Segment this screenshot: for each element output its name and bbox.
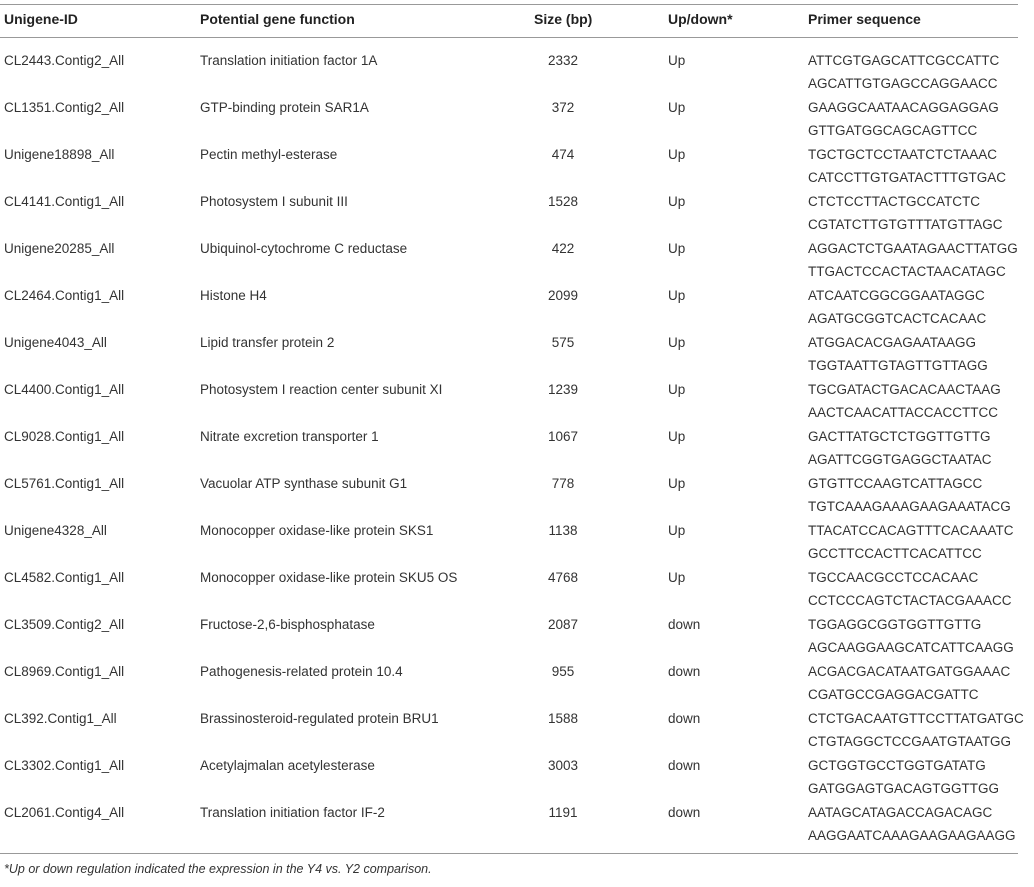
cell-regulation: Up: [668, 53, 686, 68]
cell-regulation: Up: [668, 100, 686, 115]
cell-primer-reverse: AGATTCGGTGAGGCTAATAC: [808, 452, 992, 467]
cell-regulation: down: [668, 617, 701, 632]
cell-unigene-id: CL2443.Contig2_All: [4, 53, 125, 68]
cell-unigene-id: CL5761.Contig1_All: [4, 476, 125, 491]
cell-gene-function: Brassinosteroid-regulated protein BRU1: [200, 711, 439, 726]
cell-primer-forward: TGCTGCTCCTAATCTCTAAAC: [808, 147, 997, 162]
table-header-rule: [0, 37, 1018, 38]
table-footnote: *Up or down regulation indicated the expression in the Y4 vs. Y2 comparison.: [4, 862, 432, 876]
table-row: [0, 91, 1034, 138]
cell-primer-forward: GTGTTCCAAGTCATTAGCC: [808, 476, 983, 491]
cell-primer-reverse: AACTCAACATTACCACCTTCC: [808, 405, 999, 420]
cell-primer-forward: CTCTCCTTACTGCCATCTC: [808, 194, 980, 209]
cell-primer-reverse: CCTCCCAGTCTACTACGAAACC: [808, 593, 1012, 608]
cell-regulation: Up: [668, 335, 686, 350]
cell-unigene-id: Unigene4328_All: [4, 523, 107, 538]
cell-gene-function: Photosystem I subunit III: [200, 194, 348, 209]
cell-size: 2087: [547, 617, 579, 632]
cell-size: 4768: [547, 570, 579, 585]
cell-regulation: Up: [668, 476, 686, 491]
cell-primer-reverse: AGATGCGGTCACTCACAAC: [808, 311, 987, 326]
cell-gene-function: Nitrate excretion transporter 1: [200, 429, 379, 444]
cell-gene-function: Lipid transfer protein 2: [200, 335, 335, 350]
table-row: [0, 702, 1034, 749]
cell-primer-forward: ATCAATCGGCGGAATAGGC: [808, 288, 985, 303]
cell-size: 372: [551, 100, 575, 115]
cell-primer-forward: TGCGATACTGACACAACTAAG: [808, 382, 1001, 397]
cell-unigene-id: CL9028.Contig1_All: [4, 429, 125, 444]
cell-regulation: Up: [668, 241, 686, 256]
cell-regulation: down: [668, 711, 701, 726]
cell-size: 1239: [547, 382, 579, 397]
cell-regulation: Up: [668, 429, 686, 444]
cell-size: 1588: [547, 711, 579, 726]
cell-size: 1067: [547, 429, 579, 444]
cell-regulation: Up: [668, 288, 686, 303]
cell-unigene-id: Unigene18898_All: [4, 147, 115, 162]
cell-primer-reverse: CTGTAGGCTCCGAATGTAATGG: [808, 734, 1011, 749]
table-row: [0, 373, 1034, 420]
header-primer-sequence: Primer sequence: [808, 11, 921, 27]
cell-gene-function: Monocopper oxidase-like protein SKS1: [200, 523, 434, 538]
cell-primer-reverse: TGGTAATTGTAGTTGTTAGG: [808, 358, 988, 373]
cell-size: 474: [551, 147, 575, 162]
table-row: [0, 420, 1034, 467]
cell-size: 778: [551, 476, 575, 491]
cell-primer-forward: ACGACGACATAATGATGGAAAC: [808, 664, 1011, 679]
cell-gene-function: Pectin methyl-esterase: [200, 147, 338, 162]
cell-unigene-id: CL4582.Contig1_All: [4, 570, 125, 585]
table-row: [0, 514, 1034, 561]
cell-unigene-id: CL2061.Contig4_All: [4, 805, 125, 820]
cell-primer-forward: ATGGACACGAGAATAAGG: [808, 335, 977, 350]
cell-primer-reverse: CGATGCCGAGGACGATTC: [808, 687, 979, 702]
header-regulation: Up/down*: [668, 11, 733, 27]
cell-size: 3003: [547, 758, 579, 773]
table-row: [0, 796, 1034, 843]
cell-primer-forward: ATTCGTGAGCATTCGCCATTC: [808, 53, 1000, 68]
cell-size: 955: [551, 664, 575, 679]
cell-primer-forward: GCTGGTGCCTGGTGATATG: [808, 758, 986, 773]
cell-gene-function: Pathogenesis-related protein 10.4: [200, 664, 403, 679]
table-row: [0, 232, 1034, 279]
cell-unigene-id: CL2464.Contig1_All: [4, 288, 125, 303]
cell-unigene-id: Unigene4043_All: [4, 335, 107, 350]
cell-gene-function: Translation initiation factor IF-2: [200, 805, 385, 820]
cell-primer-reverse: AAGGAATCAAAGAAGAAGAAGG: [808, 828, 1016, 843]
cell-unigene-id: CL8969.Contig1_All: [4, 664, 125, 679]
cell-unigene-id: CL3509.Contig2_All: [4, 617, 125, 632]
table-row: [0, 467, 1034, 514]
cell-regulation: Up: [668, 570, 686, 585]
cell-primer-forward: TGGAGGCGGTGGTTGTTG: [808, 617, 982, 632]
cell-size: 575: [551, 335, 575, 350]
table-row: [0, 185, 1034, 232]
table-bottom-rule: [0, 853, 1018, 854]
header-unigene-id: Unigene-ID: [4, 11, 78, 27]
cell-primer-forward: TGCCAACGCCTCCACAAC: [808, 570, 979, 585]
cell-regulation: down: [668, 664, 701, 679]
table-row: [0, 138, 1034, 185]
table-row: [0, 279, 1034, 326]
cell-primer-reverse: GATGGAGTGACAGTGGTTGG: [808, 781, 1000, 796]
cell-size: 422: [551, 241, 575, 256]
cell-gene-function: GTP-binding protein SAR1A: [200, 100, 369, 115]
cell-primer-forward: AGGACTCTGAATAGAACTTATGG: [808, 241, 1018, 256]
cell-primer-reverse: GCCTTCCACTTCACATTCC: [808, 546, 982, 561]
cell-size: 1138: [548, 523, 578, 538]
cell-unigene-id: CL1351.Contig2_All: [4, 100, 125, 115]
table-row: [0, 608, 1034, 655]
cell-regulation: Up: [668, 194, 686, 209]
cell-unigene-id: CL392.Contig1_All: [4, 711, 117, 726]
cell-size: 2099: [547, 288, 579, 303]
cell-primer-reverse: TTGACTCCACTACTAACATAGC: [808, 264, 1006, 279]
cell-primer-reverse: TGTCAAAGAAAGAAGAAATACG: [808, 499, 1011, 514]
cell-primer-reverse: CATCCTTGTGATACTTTGTGAC: [808, 170, 1006, 185]
cell-primer-forward: GACTTATGCTCTGGTTGTTG: [808, 429, 991, 444]
cell-regulation: down: [668, 758, 701, 773]
cell-gene-function: Vacuolar ATP synthase subunit G1: [200, 476, 408, 491]
cell-unigene-id: Unigene20285_All: [4, 241, 115, 256]
cell-primer-reverse: AGCAAGGAAGCATCATTCAAGG: [808, 640, 1014, 655]
cell-gene-function: Ubiquinol-cytochrome C reductase: [200, 241, 408, 256]
cell-unigene-id: CL4400.Contig1_All: [4, 382, 125, 397]
header-gene-function: Potential gene function: [200, 11, 355, 27]
cell-gene-function: Histone H4: [200, 288, 267, 303]
table-row: [0, 655, 1034, 702]
cell-primer-forward: TTACATCCACAGTTTCACAAATC: [808, 523, 1014, 538]
cell-size: 2332: [547, 53, 579, 68]
cell-gene-function: Translation initiation factor 1A: [200, 53, 378, 68]
cell-primer-reverse: AGCATTGTGAGCCAGGAACC: [808, 76, 998, 91]
cell-primer-forward: GAAGGCAATAACAGGAGGAG: [808, 100, 999, 115]
table-row: [0, 44, 1034, 91]
cell-primer-reverse: GTTGATGGCAGCAGTTCC: [808, 123, 978, 138]
cell-primer-forward: AATAGCATAGACCAGACAGC: [808, 805, 993, 820]
cell-primer-forward: CTCTGACAATGTTCCTTATGATGC: [808, 711, 1024, 726]
cell-primer-reverse: CGTATCTTGTGTTTATGTTAGC: [808, 217, 1003, 232]
cell-regulation: Up: [668, 523, 686, 538]
cell-gene-function: Photosystem I reaction center subunit XI: [200, 382, 443, 397]
table-top-rule: [0, 4, 1018, 5]
cell-gene-function: Monocopper oxidase-like protein SKU5 OS: [200, 570, 458, 585]
cell-regulation: Up: [668, 147, 686, 162]
cell-size: 1191: [548, 805, 578, 820]
cell-gene-function: Acetylajmalan acetylesterase: [200, 758, 375, 773]
table-row: [0, 749, 1034, 796]
cell-size: 1528: [547, 194, 579, 209]
cell-unigene-id: CL4141.Contig1_All: [4, 194, 125, 209]
table-row: [0, 561, 1034, 608]
cell-gene-function: Fructose-2,6-bisphosphatase: [200, 617, 375, 632]
cell-regulation: Up: [668, 382, 686, 397]
cell-regulation: down: [668, 805, 701, 820]
cell-unigene-id: CL3302.Contig1_All: [4, 758, 125, 773]
header-size: Size (bp): [534, 11, 593, 27]
table-row: [0, 326, 1034, 373]
